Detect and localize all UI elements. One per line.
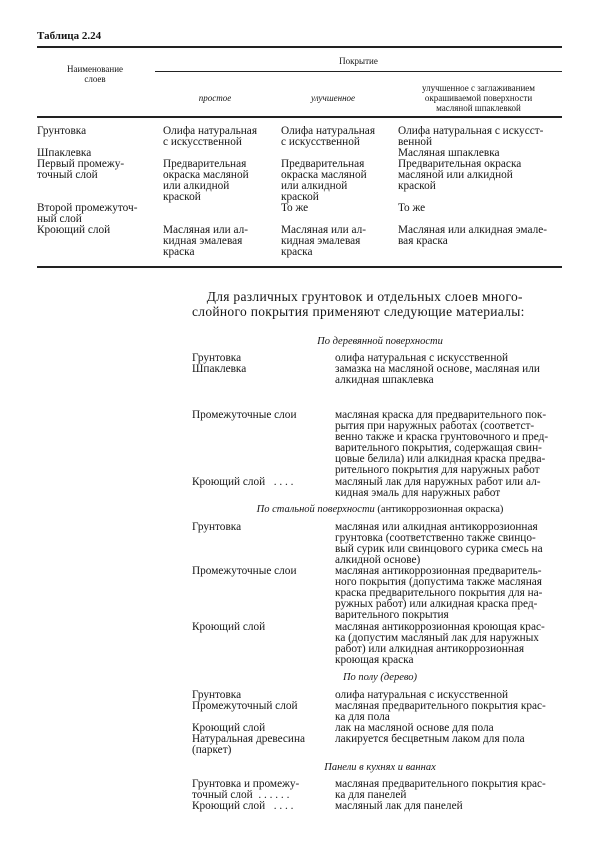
table-cell: Масляная или ал- кидная эмалевая краска <box>163 224 249 259</box>
section-heading <box>170 672 590 683</box>
material-layer-label: Шпаклевка <box>192 363 247 375</box>
table-row-label: Шпаклевка <box>37 147 92 159</box>
table-cell: То же <box>281 202 309 214</box>
material-layer-label: Кроющий слой <box>192 722 266 734</box>
table-cell: Масляная или ал- кидная эмалевая краска <box>281 224 367 259</box>
table-cell: Масляная шпаклевка <box>398 147 500 159</box>
material-layer-label: Грунтовка <box>192 352 242 364</box>
section-heading <box>170 762 590 773</box>
material-description: масляная или алкидная антикоррозионная грунтовка (соответственно также свинцо- вый сурик или свинцового сурика смесь на алкидной основе) <box>335 521 543 567</box>
material-description: олифа натуральная с искусственной <box>335 689 509 701</box>
table-cell: Олифа натуральная с искусственной <box>163 125 258 149</box>
material-description: масляная краска для предварительного пок- рытия при наружных работах (соответст- венно также и краска грунтовочного и пред- варительного покрытия, содержащая свин- цовые белила) или алкидная краска предва- рительного покрытия для наружных работ <box>335 409 549 477</box>
table-cell: Олифа натуральная с искусст- венной <box>398 125 544 149</box>
table-cell: Предварительная окраска масляной или алкидной краской <box>398 158 522 193</box>
material-description: олифа натуральная с искусственной <box>335 352 509 364</box>
header-coating: Покрытие <box>339 56 378 66</box>
material-layer-label: Натуральная древесина (паркет) <box>192 733 306 757</box>
header-layer-name: Наименование слоев <box>66 64 124 84</box>
section-heading-text: Панели в кухнях и ваннах <box>324 762 436 773</box>
material-layer-label: Грунтовка <box>192 521 242 533</box>
table-bottom-rule <box>37 266 562 268</box>
material-description: лак на масляной основе для пола <box>335 722 494 734</box>
header-bottom-rule <box>37 116 562 118</box>
header-col-improved-smoothed: улучшенное с заглаживанием окрашиваемой поверхности масляной шпаклевкой <box>421 83 536 113</box>
material-layer-label: Грунтовка и промежу- точный слой . . . . . . <box>192 778 300 802</box>
material-description: замазка на масляной основе, масляная или алкидная шпаклевка <box>335 363 540 387</box>
table-cell: Предварительная окраска масляной или алкидной краской <box>281 158 367 204</box>
material-description: лакируется бесцветным лаком для пола <box>335 733 525 745</box>
table-top-rule <box>37 46 562 48</box>
header-col-simple: простое <box>198 93 232 103</box>
material-description: масляный лак для панелей <box>335 800 463 812</box>
material-layer-label: Кроющий слой <box>192 621 266 633</box>
table-row-label: Грунтовка <box>37 125 87 137</box>
table-caption: Таблица 2.24 <box>37 30 102 42</box>
material-description: масляная антикоррозионная предваритель- ного покрытия (допустима также масляная краска предварительного покрытия для на- ружных работ) или алкидная краска пред- варительного покрытия <box>335 565 543 622</box>
section-heading <box>170 504 590 515</box>
material-description: масляная антикоррозионная кроющая крас- ка (допустим масляный лак для наружных работ) или алкидная антикоррозионная кроющая краска <box>335 621 545 667</box>
table-cell: Масляная или алкидная эмале- вая краска <box>398 224 547 248</box>
table-cell: Предварительная окраска масляной или алкидной краской <box>163 158 249 204</box>
section-heading <box>170 336 590 347</box>
material-description: масляная предварительного покрытия крас- ка для панелей <box>335 778 546 802</box>
intro-paragraph: Для различных грунтовок и отдельных слоев много- слойного покрытия применяют следующие материалы: <box>192 289 525 319</box>
table-row-label: Кроющий слой <box>37 224 111 236</box>
material-description: масляная предварительного покрытия крас- ка для пола <box>335 700 546 724</box>
material-layer-label: Промежуточный слой <box>192 700 298 712</box>
material-layer-label: Кроющий слой . . . . <box>192 800 294 812</box>
section-heading-text: По полу (дерево) <box>342 672 418 683</box>
material-layer-label: Промежуточные слои <box>192 565 297 577</box>
material-description: масляный лак для наружных работ или ал- кидная эмаль для наружных работ <box>335 476 541 500</box>
table-row-label: Второй промежуточ- ный слой <box>37 202 138 226</box>
table-cell: Олифа натуральная с искусственной <box>281 125 376 149</box>
header-sub-rule <box>155 71 562 72</box>
section-heading-suffix: (антикоррозионная окраска) <box>374 504 504 515</box>
material-layer-label: Грунтовка <box>192 689 242 701</box>
table-cell: То же <box>398 202 426 214</box>
table-row-label: Первый промежу- точный слой <box>37 158 125 182</box>
section-heading-text: По стальной поверхности <box>256 504 375 515</box>
header-col-improved: улучшенное <box>310 93 356 103</box>
material-layer-label: Кроющий слой . . . . <box>192 476 294 488</box>
material-layer-label: Промежуточные слои <box>192 409 297 421</box>
section-heading-text: По деревянной поверхности <box>317 336 443 347</box>
